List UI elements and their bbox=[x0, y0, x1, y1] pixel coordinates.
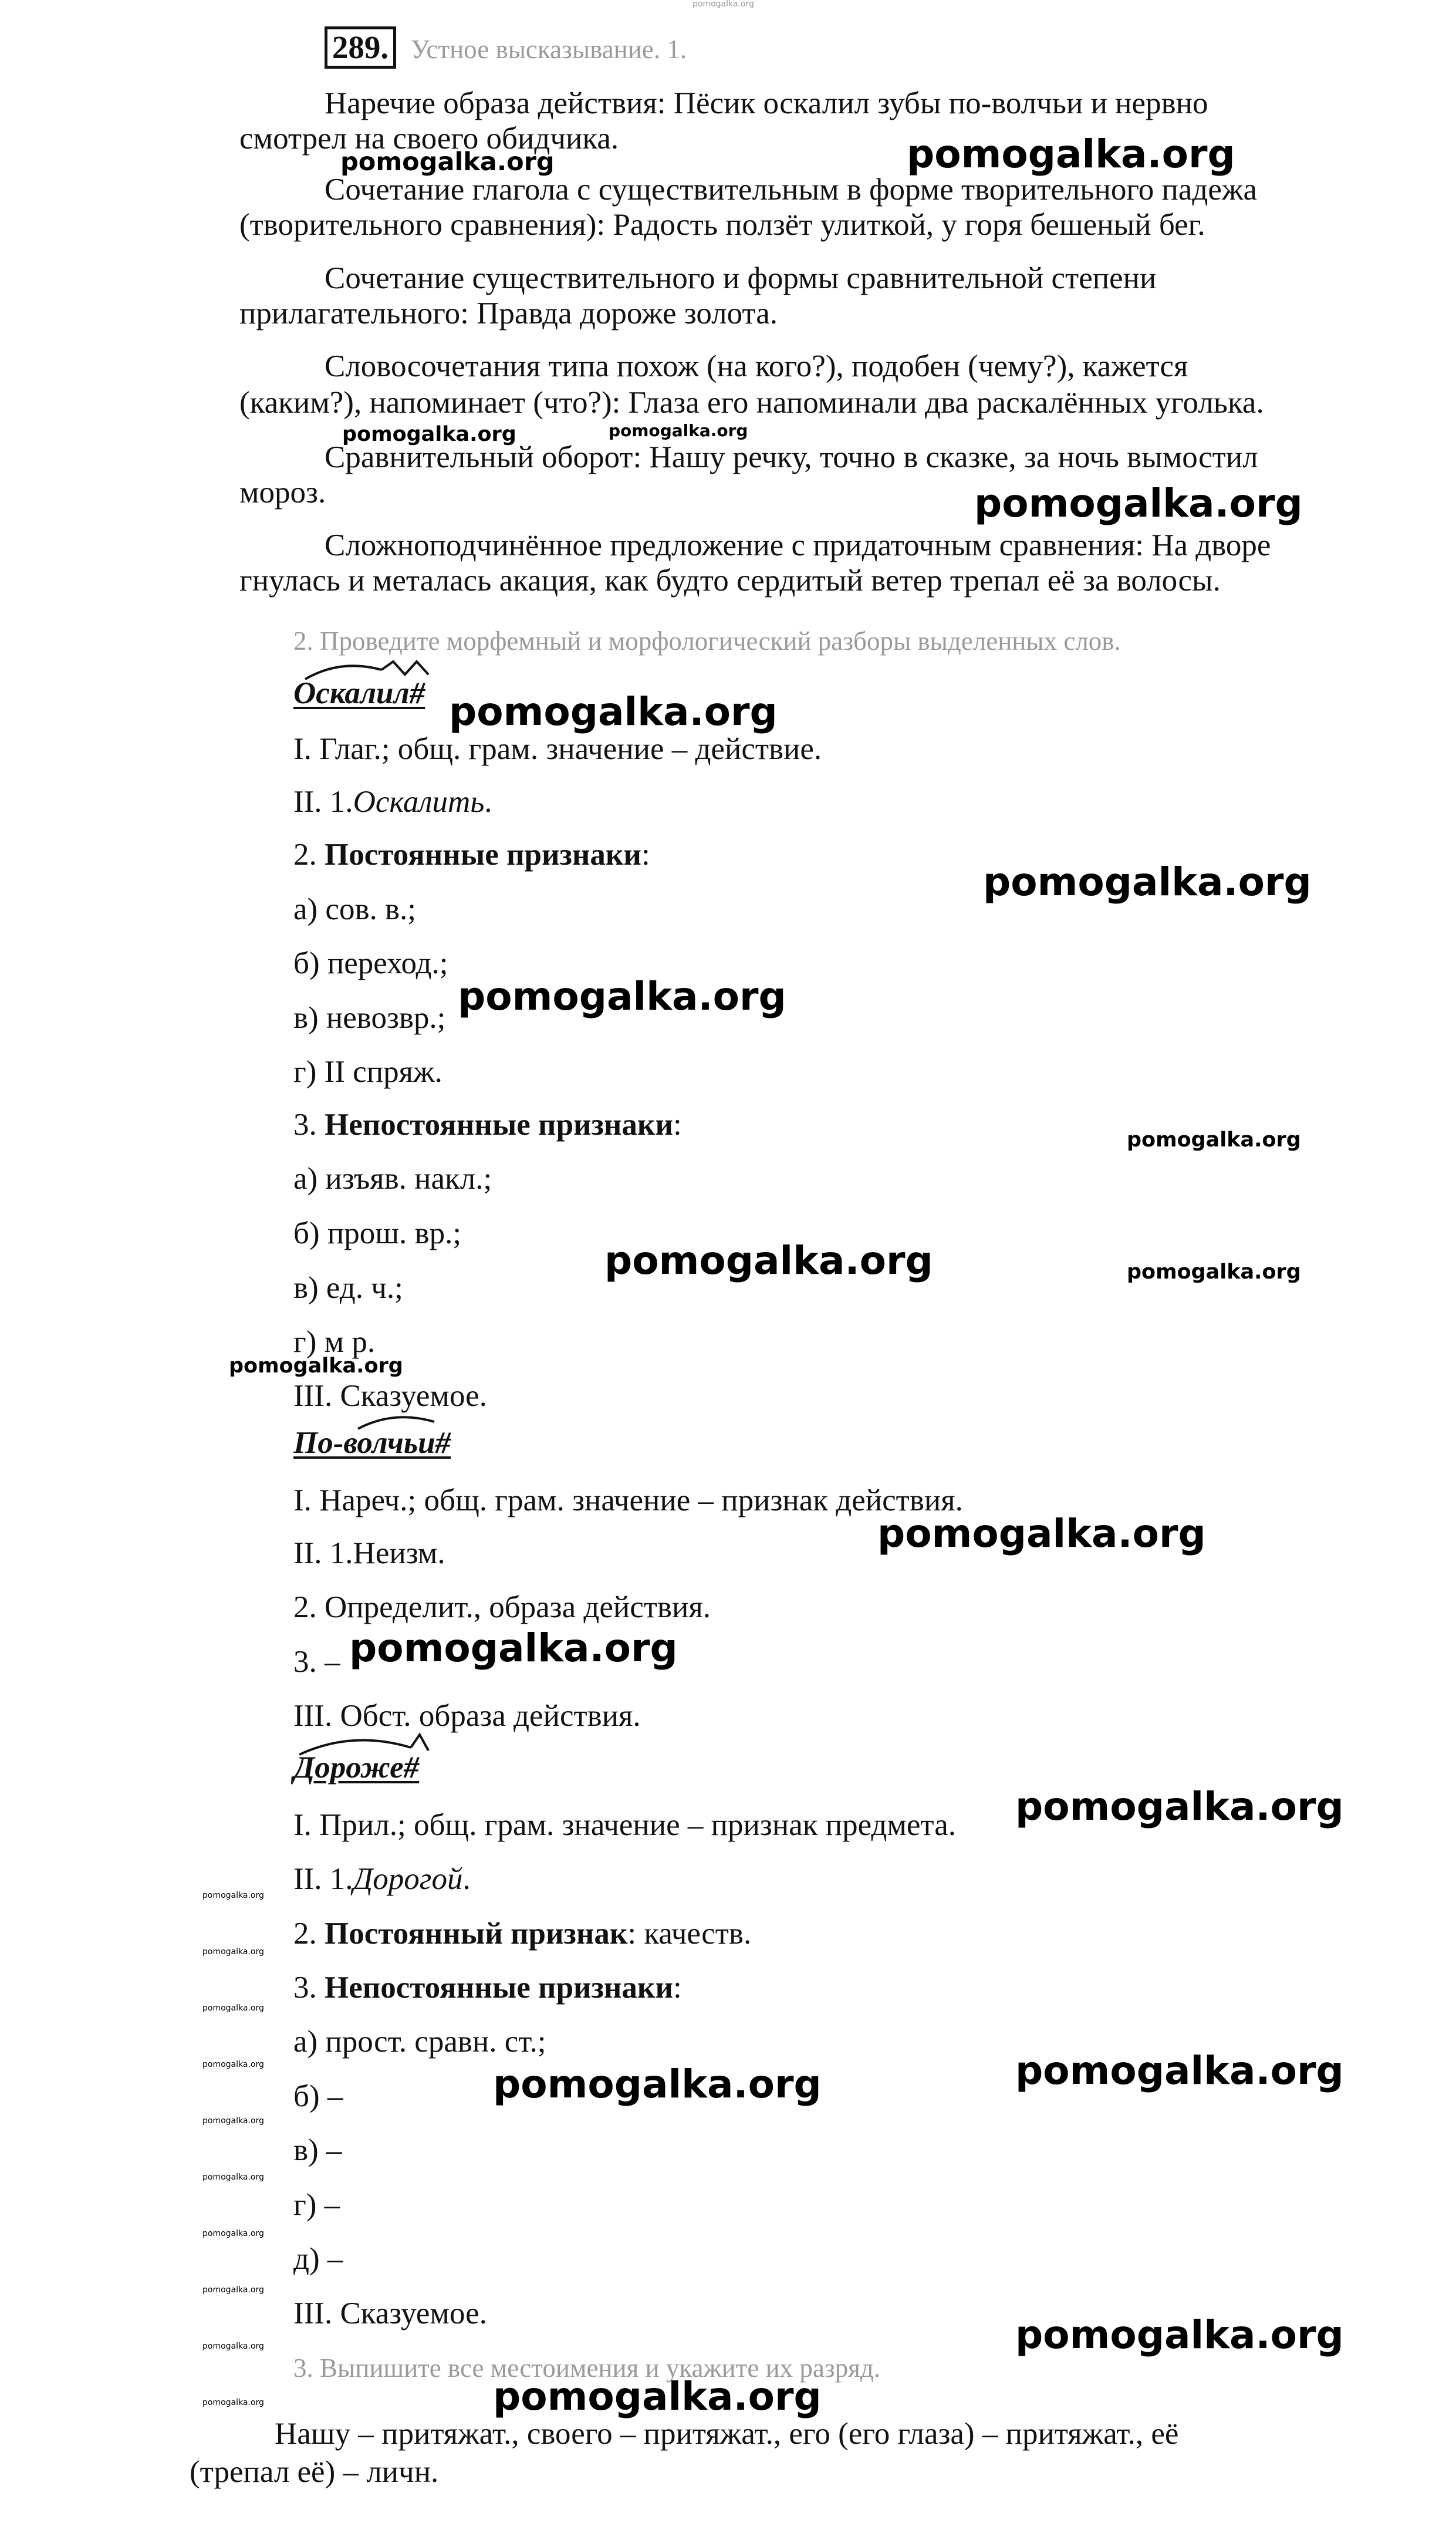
text-line: II. 1.Дорогой. bbox=[293, 1862, 471, 1896]
watermark: pomogalka.org bbox=[202, 2060, 264, 2069]
watermark: pomogalka.org bbox=[202, 1891, 264, 1900]
text-line: 3. Непостоянные признаки: bbox=[293, 1971, 682, 2005]
watermark: pomogalka.org bbox=[202, 1947, 264, 1957]
text-line: Сравнительный оборот: Нашу речку, точно в сказке, за ночь вымостил bbox=[325, 440, 1258, 474]
text-line: мороз. bbox=[239, 475, 326, 510]
text-line: 3. – bbox=[293, 1645, 340, 1679]
watermark: pomogalka.org bbox=[202, 2398, 264, 2407]
text-line: II. 1.Оскалить. bbox=[293, 785, 492, 819]
text-line: I. Глаг.; общ. грам. значение – действие. bbox=[293, 732, 822, 766]
watermark: pomogalka.org bbox=[983, 859, 1312, 905]
watermark: pomogalka.org bbox=[202, 2003, 264, 2013]
text-line: II. 1.Неизм. bbox=[293, 1536, 445, 1570]
text-line: (трепал её) – личн. bbox=[190, 2455, 439, 2489]
text-line: III. Сказуемое. bbox=[293, 1379, 487, 1413]
text-line: I. Прил.; общ. грам. значение – признак предмета. bbox=[293, 1808, 957, 1842]
text-line: Нашу – притяжат., своего – притяжат., его (его глаза) – притяжат., её bbox=[275, 2417, 1179, 2451]
watermark: pomogalka.org bbox=[458, 974, 786, 1019]
source-mark: pomogalka.org bbox=[692, 0, 754, 9]
morpheme-mark-icon bbox=[293, 1405, 469, 1435]
task-1-label: Устное высказывание. 1. bbox=[411, 35, 687, 64]
task-2-label: 2. Проведите морфемный и морфологический разборы выделенных слов. bbox=[293, 626, 1121, 656]
text-line: г) II спряж. bbox=[293, 1055, 442, 1089]
text-line: смотрел на своего обидчика. bbox=[239, 122, 619, 156]
text-line: (творительного сравнения): Радость ползёт улиткой, у горя бешеный бег. bbox=[239, 208, 1205, 242]
text-line: гнулась и металась акация, как будто сердитый ветер трепал её за волосы. bbox=[239, 564, 1221, 598]
watermark: pomogalka.org bbox=[907, 131, 1235, 177]
watermark: pomogalka.org bbox=[202, 2173, 264, 2182]
parse-heading-po-volchi: По-волчьи# bbox=[293, 1428, 451, 1459]
text-line: I. Нареч.; общ. грам. значение – признак действия. bbox=[293, 1483, 963, 1517]
text-line: в) – bbox=[293, 2133, 342, 2167]
text-line: г) м р. bbox=[293, 1325, 376, 1359]
parse-heading-dorozhe: Дороже# bbox=[293, 1752, 419, 1783]
text-line: Сочетание глагола с существительным в форме творительного падежа bbox=[325, 173, 1258, 207]
watermark: pomogalka.org bbox=[202, 2116, 264, 2126]
watermark: pomogalka.org bbox=[229, 1354, 403, 1378]
watermark: pomogalka.org bbox=[1015, 1784, 1344, 1829]
text-line: в) ед. ч.; bbox=[293, 1271, 403, 1305]
watermark: pomogalka.org bbox=[604, 1238, 933, 1283]
text-line: 2. Постоянные признаки: bbox=[293, 838, 650, 872]
text-line: III. Сказуемое. bbox=[293, 2296, 487, 2330]
text-line: (каким?), напоминает (что?): Глаза его напоминали два раскалённых уголька. bbox=[239, 386, 1264, 420]
text-line: 2. Постоянный признак: качеств. bbox=[293, 1917, 752, 1951]
watermark: pomogalka.org bbox=[202, 2229, 264, 2238]
watermark: pomogalka.org bbox=[609, 421, 748, 440]
morpheme-mark-icon bbox=[293, 1730, 434, 1762]
text-line: а) изъяв. накл.; bbox=[293, 1162, 492, 1196]
text-line: Сложноподчинённое предложение с придаточным сравнения: На дворе bbox=[325, 528, 1271, 562]
text-line: прилагательного: Правда дороже золота. bbox=[239, 296, 778, 330]
watermark: pomogalka.org bbox=[342, 423, 516, 446]
text-line: в) невозвр.; bbox=[293, 1001, 446, 1035]
text-line: б) – bbox=[293, 2079, 343, 2113]
watermark: pomogalka.org bbox=[449, 689, 778, 734]
watermark: pomogalka.org bbox=[493, 2374, 822, 2419]
text-line: Словосочетания типа похож (на кого?), подобен (чему?), кажется bbox=[325, 349, 1188, 383]
watermark: pomogalka.org bbox=[493, 2062, 822, 2107]
watermark: pomogalka.org bbox=[1015, 2048, 1344, 2093]
text-line: 2. Определит., образа действия. bbox=[293, 1590, 711, 1624]
text-line: б) переход.; bbox=[293, 946, 448, 980]
watermark: pomogalka.org bbox=[974, 481, 1303, 526]
exercise-number: 289. bbox=[325, 26, 396, 69]
text-line: б) прош. вр.; bbox=[293, 1216, 462, 1250]
watermark: pomogalka.org bbox=[1127, 1128, 1301, 1152]
watermark: pomogalka.org bbox=[1015, 2312, 1344, 2357]
watermark: pomogalka.org bbox=[877, 1511, 1206, 1556]
text-line: Сочетание существительного и формы сравнительной степени bbox=[325, 261, 1157, 295]
watermark: pomogalka.org bbox=[349, 1625, 678, 1671]
watermark: pomogalka.org bbox=[340, 147, 555, 177]
morpheme-mark-icon bbox=[293, 656, 440, 685]
watermark: pomogalka.org bbox=[202, 2342, 264, 2351]
parse-heading-oskalil: Оскалил# bbox=[293, 678, 425, 709]
text-line: III. Обст. образа действия. bbox=[293, 1699, 641, 1733]
text-line: д) – bbox=[293, 2242, 343, 2276]
text-line: а) сов. в.; bbox=[293, 892, 416, 926]
text-line: а) прост. сравн. ст.; bbox=[293, 2025, 546, 2059]
text-line: г) – bbox=[293, 2188, 340, 2222]
watermark: pomogalka.org bbox=[202, 2285, 264, 2295]
watermark: pomogalka.org bbox=[1127, 1260, 1301, 1284]
task-3-label: 3. Выпишите все местоимения и укажите их разряд. bbox=[293, 2353, 880, 2383]
text-line: Наречие образа действия: Пёсик оскалил зубы по-волчьи и нервно bbox=[325, 86, 1208, 120]
text-line: 3. Непостоянные признаки: bbox=[293, 1108, 682, 1142]
